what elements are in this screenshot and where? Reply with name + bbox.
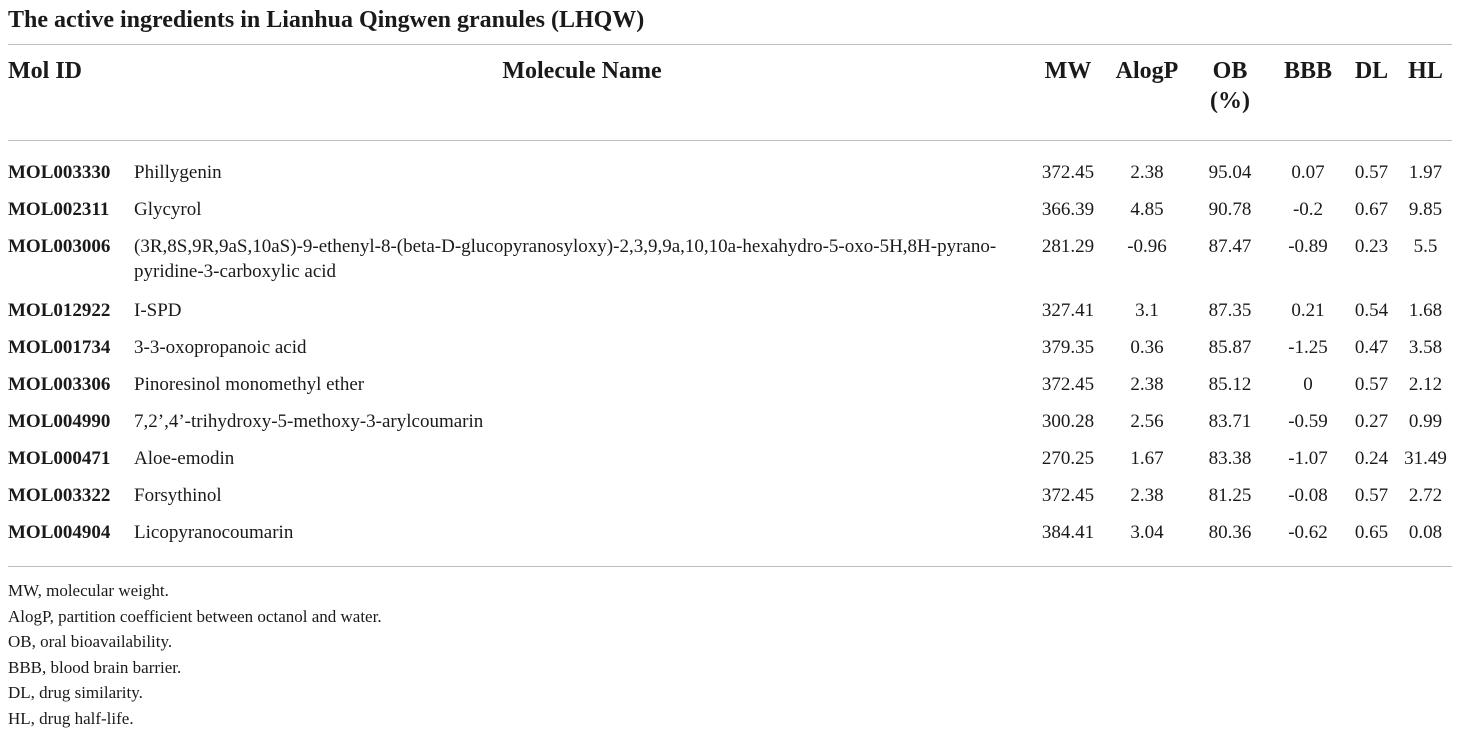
- table-row: [8, 409, 1452, 446]
- footnote-bbb: BBB, blood brain barrier.: [8, 657, 182, 677]
- molecule-name-cell: 7,2’,4’-trihydroxy-5-methoxy-3-arylcoumarin: [134, 411, 484, 432]
- table-row: [8, 520, 1452, 557]
- ob-cell: 87.47: [1208, 236, 1252, 257]
- alogp-cell: 0.36: [1130, 337, 1164, 358]
- ob-cell: 80.36: [1208, 522, 1252, 543]
- ob-cell: 83.38: [1208, 448, 1252, 469]
- mw-cell: 372.45: [1041, 485, 1095, 506]
- table-row: [8, 140, 1452, 197]
- molecule-name-cell: Licopyranocoumarin: [134, 522, 294, 543]
- ob-cell: 87.35: [1208, 300, 1252, 321]
- bbb-cell: -0.59: [1288, 411, 1328, 432]
- bbb-cell: -0.2: [1292, 199, 1324, 220]
- mw-cell: 372.45: [1041, 162, 1095, 183]
- mol-id-cell: MOL003330: [8, 162, 111, 183]
- molecule-name-cell: Phillygenin: [134, 162, 222, 183]
- mol-id-cell: MOL003006: [8, 236, 111, 257]
- header-dl: DL: [1354, 58, 1389, 84]
- hl-cell: 1.68: [1408, 300, 1443, 321]
- hl-cell: 9.85: [1408, 199, 1443, 220]
- bbb-cell: -0.89: [1288, 236, 1328, 257]
- ob-cell: 90.78: [1208, 199, 1252, 220]
- header-alogp: AlogP: [1115, 58, 1179, 84]
- dl-cell: 0.27: [1354, 411, 1389, 432]
- table-row: [8, 298, 1452, 335]
- footnote-alogp: AlogP, partition coefficient between octanol and water.: [8, 606, 382, 626]
- alogp-cell: 3.04: [1130, 522, 1164, 543]
- ob-cell: 95.04: [1208, 162, 1252, 183]
- hl-cell: 0.08: [1408, 522, 1443, 543]
- ob-cell: 85.12: [1208, 374, 1252, 395]
- alogp-cell: 4.85: [1130, 199, 1164, 220]
- hl-cell: 2.12: [1408, 374, 1443, 395]
- alogp-cell: 3.1: [1135, 300, 1159, 321]
- dl-cell: 0.24: [1354, 448, 1389, 469]
- hl-cell: 31.49: [1404, 448, 1447, 469]
- molecule-name-cell: Glycyrol: [134, 199, 202, 220]
- dl-cell: 0.47: [1354, 337, 1389, 358]
- header-bbb: BBB: [1283, 58, 1333, 84]
- molecule-name-cell: Forsythinol: [134, 485, 222, 506]
- header-row: [8, 56, 1452, 140]
- dl-cell: 0.57: [1354, 485, 1389, 506]
- bbb-cell: -0.62: [1288, 522, 1328, 543]
- hl-cell: 5.5: [1413, 236, 1438, 257]
- table-row: [8, 335, 1452, 372]
- table-row: [8, 483, 1452, 520]
- ob-cell: 85.87: [1208, 337, 1252, 358]
- header-ob: [1188, 56, 1272, 140]
- footnote-mw: MW, molecular weight.: [8, 581, 169, 600]
- table-title: The active ingredients in Lianhua Qingwen granules (LHQW): [8, 7, 645, 33]
- mol-id-cell: MOL004904: [8, 522, 111, 543]
- mw-cell: 379.35: [1041, 337, 1095, 358]
- molecule-name-cell: I-SPD: [134, 300, 182, 321]
- hl-cell: 2.72: [1408, 485, 1443, 506]
- dl-cell: 0.67: [1354, 199, 1389, 220]
- mw-cell: 281.29: [1041, 236, 1095, 257]
- mol-id-cell: MOL004990: [8, 411, 111, 432]
- header-mw: MW: [1044, 58, 1092, 84]
- header-ob-line2: (%): [1210, 88, 1250, 114]
- ob-cell: 83.71: [1208, 411, 1252, 432]
- mw-cell: 372.45: [1041, 374, 1095, 395]
- top-rule: [8, 44, 1452, 45]
- header-mol-id: Mol ID: [8, 58, 82, 84]
- header-molecule-name: Molecule Name: [502, 58, 662, 84]
- footnote-dl: DL, drug similarity.: [8, 683, 143, 702]
- header-ob-line1: OB: [1212, 58, 1248, 84]
- mw-cell: 384.41: [1041, 522, 1095, 543]
- table-row: [8, 446, 1452, 483]
- alogp-cell: -0.96: [1127, 236, 1167, 257]
- mol-id-cell: MOL000471: [8, 448, 111, 469]
- hl-cell: 1.97: [1408, 162, 1443, 183]
- mol-id-cell: MOL001734: [8, 337, 111, 358]
- mol-id-cell: MOL003306: [8, 374, 111, 395]
- ob-cell: 81.25: [1208, 485, 1252, 506]
- header-hl: HL: [1408, 58, 1443, 84]
- footnote-hl: HL, drug half-life.: [8, 708, 134, 728]
- dl-cell: 0.65: [1354, 522, 1389, 543]
- footnote-ob: OB, oral bioavailability.: [8, 632, 173, 651]
- table-row: [8, 234, 1452, 298]
- table-row: [8, 197, 1452, 234]
- table-footnotes: [8, 578, 382, 731]
- bottom-rule: [8, 566, 1452, 567]
- mol-id-cell: MOL002311: [8, 199, 110, 220]
- hl-cell: 3.58: [1408, 337, 1443, 358]
- mw-cell: 300.28: [1041, 411, 1095, 432]
- mol-id-cell: MOL003322: [8, 485, 111, 506]
- alogp-cell: 2.38: [1130, 162, 1164, 183]
- alogp-cell: 2.56: [1130, 411, 1164, 432]
- dl-cell: 0.57: [1354, 162, 1389, 183]
- mw-cell: 327.41: [1041, 300, 1095, 321]
- dl-cell: 0.54: [1354, 300, 1389, 321]
- alogp-cell: 1.67: [1130, 448, 1164, 469]
- molecule-name-cell: (3R,8S,9R,9aS,10aS)-9-ethenyl-8-(beta-D-glucopyranosyloxy)-2,3,9,9a,10,10a-hexahydro-5-oxo-5H,8H-pyrano-pyridine-3-carboxylic acid: [134, 236, 997, 282]
- mw-cell: 366.39: [1041, 199, 1095, 220]
- table-row: [8, 372, 1452, 409]
- mw-cell: 270.25: [1041, 448, 1095, 469]
- alogp-cell: 2.38: [1130, 374, 1164, 395]
- bbb-cell: -1.25: [1288, 337, 1328, 358]
- dl-cell: 0.57: [1354, 374, 1389, 395]
- molecule-name-cell: Pinoresinol monomethyl ether: [134, 374, 365, 395]
- bbb-cell: -0.08: [1288, 485, 1328, 506]
- bbb-cell: 0: [1303, 374, 1313, 395]
- molecule-name-cell: 3-3-oxopropanoic acid: [134, 337, 307, 358]
- bbb-cell: 0.21: [1291, 300, 1325, 321]
- bbb-cell: -1.07: [1288, 448, 1328, 469]
- ingredients-table: [8, 56, 1452, 557]
- molecule-name-cell: Aloe-emodin: [134, 448, 235, 469]
- bbb-cell: 0.07: [1291, 162, 1325, 183]
- mol-id-cell: MOL012922: [8, 300, 111, 321]
- alogp-cell: 2.38: [1130, 485, 1164, 506]
- dl-cell: 0.23: [1354, 236, 1389, 257]
- hl-cell: 0.99: [1408, 411, 1443, 432]
